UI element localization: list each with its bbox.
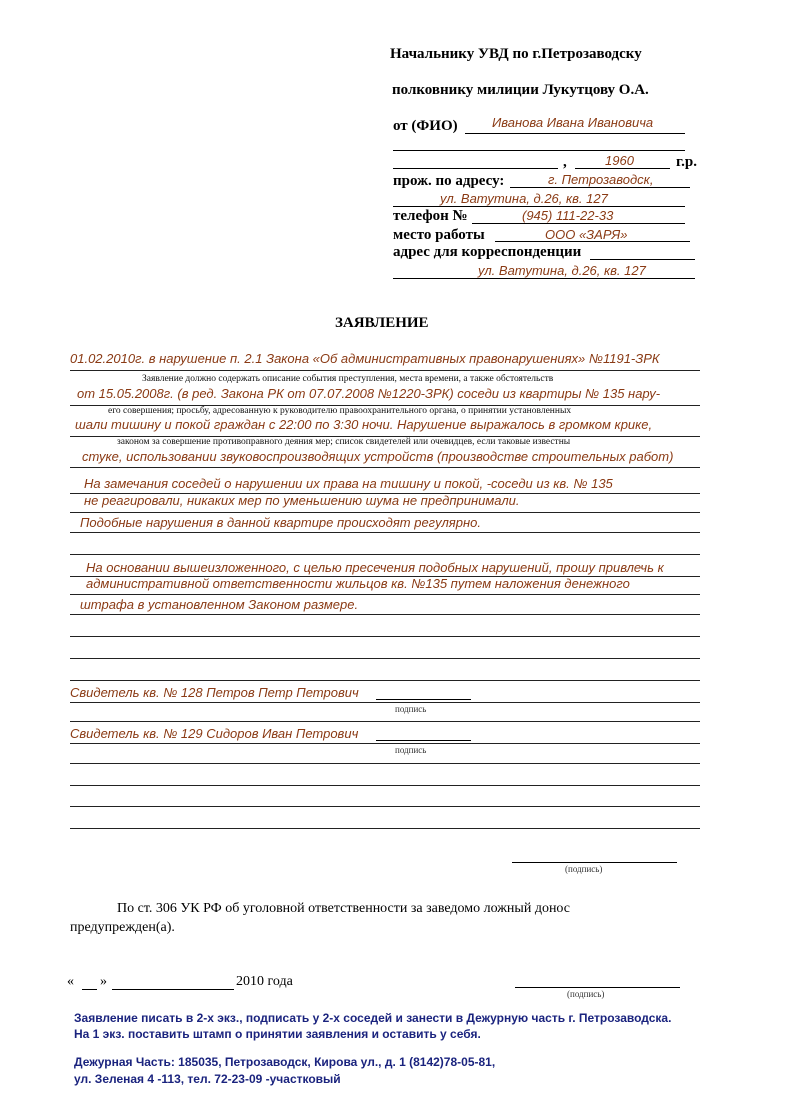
body-line-7[interactable]: Подобные нарушения в данной квартире происходят регулярно. xyxy=(80,515,481,530)
body-line-9[interactable]: административной ответственности жильцов кв. №135 путем наложения денежного xyxy=(86,576,630,591)
document-title: ЗАЯВЛЕНИЕ xyxy=(335,315,429,331)
rule xyxy=(70,658,700,659)
birth-year-value[interactable]: 1960 xyxy=(605,153,634,168)
address-label: прож. по адресу: xyxy=(393,173,505,189)
date-quote-close: » xyxy=(100,974,107,989)
correspondence-label: адрес для корреспонденции xyxy=(393,244,582,260)
rule xyxy=(70,370,700,371)
rule xyxy=(70,743,700,744)
work-value[interactable]: ООО «ЗАРЯ» xyxy=(545,227,628,242)
body-line-1[interactable]: 01.02.2010г. в нарушение п. 2.1 Закона «Об административных правонарушениях» №1191-ЗРК xyxy=(70,351,660,366)
note-line-2: На 1 экз. поставить штамп о принятии заявления и оставить у себя. xyxy=(74,1027,481,1041)
correspondence-underline xyxy=(590,259,695,260)
signature-caption-2: (подпись) xyxy=(567,989,605,999)
work-label: место работы xyxy=(393,227,485,243)
rule xyxy=(70,785,700,786)
body-line-5[interactable]: На замечания соседей о нарушении их права на тишину и покой, -соседи из кв. № 135 xyxy=(84,476,613,491)
date-year-text: 2010 года xyxy=(236,974,293,989)
hint-line-3: законом за совершение противоправного деяния мер; список свидетелей или очевидцев, если таковые известны xyxy=(117,437,571,447)
from-underline xyxy=(465,133,685,134)
rule xyxy=(70,594,700,595)
blank-line-2 xyxy=(393,168,558,169)
comma: , xyxy=(563,154,567,170)
from-value[interactable]: Иванова Ивана Ивановича xyxy=(492,115,654,130)
signature-line-2 xyxy=(515,987,680,988)
note-line-1: Заявление писать в 2-х экз., подписать у 2-х соседей и занести в Дежурную часть г. Петрозаводска. xyxy=(74,1011,672,1025)
witness-2[interactable]: Свидетель кв. № 129 Сидоров Иван Петрович xyxy=(70,726,359,741)
warning-line-1: По ст. 306 УК РФ об уголовной ответственности за заведомо ложный донос xyxy=(117,901,570,916)
rule xyxy=(70,554,700,555)
body-line-2[interactable]: от 15.05.2008г. (в ред. Закона РК от 07.07.2008 №1220-ЗРК) соседи из квартиры № 135 нару- xyxy=(77,386,661,401)
hint-line-2: его совершения; просьбу, адресованную к руководителю правоохранительного органа, о принятии установленных xyxy=(108,406,572,416)
year-underline xyxy=(575,168,670,169)
correspondence-value[interactable]: ул. Ватутина, д.26, кв. 127 xyxy=(478,263,646,278)
rule xyxy=(70,512,700,513)
rule xyxy=(70,721,700,722)
note-line-3: Дежурная Часть: 185035, Петрозаводск, Кирова ул., д. 1 (8142)78-05-81, xyxy=(74,1055,496,1069)
witness-1[interactable]: Свидетель кв. № 128 Петров Петр Петрович xyxy=(70,685,359,700)
birth-year-suffix: г.р. xyxy=(676,154,697,170)
address-underline xyxy=(510,187,690,188)
rule xyxy=(70,806,700,807)
body-line-3[interactable]: шали тишину и покой граждан с 22:00 по 3:30 ночи. Нарушение выражалось в громком крике, xyxy=(75,417,653,432)
correspondence-underline-2 xyxy=(393,278,695,279)
body-line-10[interactable]: штрафа в установленном Законом размере. xyxy=(80,597,359,612)
body-line-8[interactable]: На основании вышеизложенного, с целью пресечения подобных нарушений, прошу привлечь к xyxy=(86,560,664,575)
recipient-line2: полковнику милиции Лукутцову О.А. xyxy=(392,82,649,98)
witness-2-sign-line xyxy=(376,740,471,741)
date-month-line[interactable] xyxy=(112,989,234,990)
note-line-4: ул. Зеленая 4 -113, тел. 72-23-09 -участковый xyxy=(74,1072,341,1086)
address-value-2[interactable]: ул. Ватутина, д.26, кв. 127 xyxy=(440,191,608,206)
rule xyxy=(70,467,700,468)
phone-value[interactable]: (945) 111-22-33 xyxy=(522,208,614,223)
witness-1-sign-line xyxy=(376,699,471,700)
witness-2-sign-caption: подпись xyxy=(395,745,427,755)
date-day-line xyxy=(82,989,97,990)
from-label: от (ФИО) xyxy=(393,118,458,134)
phone-underline xyxy=(472,223,685,224)
warning-line-2: предупрежден(а). xyxy=(70,920,175,935)
rule xyxy=(70,702,700,703)
rule xyxy=(70,532,700,533)
signature-caption: (подпись) xyxy=(565,864,603,874)
blank-line xyxy=(393,150,685,151)
address-underline-2 xyxy=(393,206,685,207)
body-line-4[interactable]: стуке, использовании звуковоспроизводящих устройств (производстве строительных работ) xyxy=(82,449,674,464)
signature-line xyxy=(512,862,677,863)
address-value-1[interactable]: г. Петрозаводск, xyxy=(548,172,654,187)
date-quote-open: « xyxy=(67,974,74,989)
recipient-line1: Начальнику УВД по г.Петрозаводску xyxy=(390,46,642,62)
rule xyxy=(70,614,700,615)
hint-line-1: Заявление должно содержать описание события преступления, места времени, а также обстоятельств xyxy=(142,374,554,384)
rule xyxy=(70,763,700,764)
phone-label: телефон № xyxy=(393,208,468,224)
rule xyxy=(70,680,700,681)
body-line-6[interactable]: не реагировали, никаких мер по уменьшению шума не предпринимали. xyxy=(84,493,520,508)
witness-1-sign-caption: подпись xyxy=(395,704,427,714)
rule xyxy=(70,636,700,637)
rule xyxy=(70,828,700,829)
